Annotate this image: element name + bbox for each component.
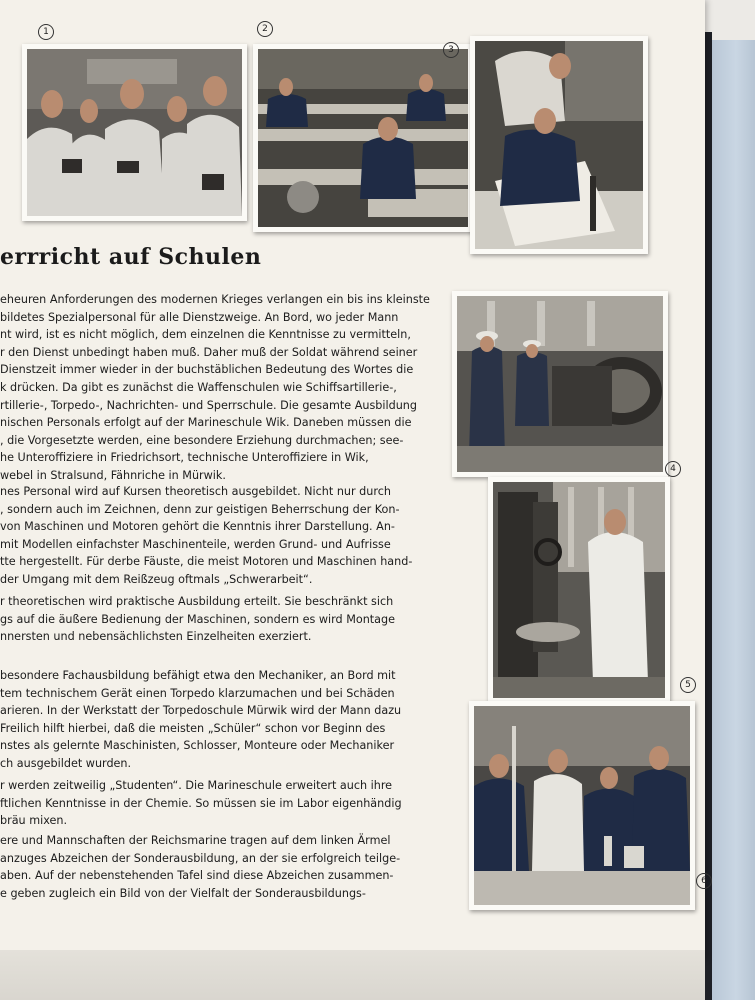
text-line: , sondern auch im Zeichnen, denn zur geistigen Beherrschung der Kon- (0, 502, 400, 516)
photo-2 (253, 44, 473, 232)
text-line: aben. Auf der nebenstehenden Tafel sind diese Abzeichen zusammen- (0, 869, 394, 883)
album-spine-edge (704, 32, 712, 1000)
text-line: , die Vorgesetzte werden, eine besondere Erziehung durchmachen; see- (0, 433, 404, 447)
text-line: gs auf die äußere Bedienung der Maschinen, sondern es wird Montage (0, 612, 396, 626)
text-line: nes Personal wird auf Kursen theoretisch ausgebildet. Nicht nur durch (0, 485, 391, 498)
text-line: r werden zeitweilig „Studenten“. Die Marineschule erweitert auch ihre (0, 779, 393, 792)
blue-cover-edge (712, 40, 755, 1000)
photo-number-4: 4 (665, 461, 681, 477)
text-line: k drücken. Da gibt es zunächst die Waffenschulen wie Schiffsartillerie-, (0, 380, 397, 394)
text-line: Freilich hilft hierbei, daß die meisten „Schüler“ schon vor Beginn des (0, 721, 386, 735)
paragraph-6 (0, 832, 438, 902)
photo-5 (488, 477, 670, 703)
chemistry-lab-image (474, 706, 690, 905)
photo-6 (469, 701, 695, 910)
text-line: rtillerie-, Torpedo-, Nachrichten- und Sperrschule. Die gesamte Ausbildung (0, 398, 417, 412)
text-line: nnersten und nebensächlichsten Einzelheiten exerziert. (0, 630, 312, 644)
page-heading: errricht auf Schulen (0, 244, 262, 270)
paragraph-1 (0, 291, 438, 485)
text-line: bildetes Spezialpersonal für alle Dienstzweige. An Bord, wo jeder Mann (0, 310, 399, 324)
text-line: bräu mixen. (0, 814, 68, 828)
photo-number-2: 2 (257, 21, 273, 37)
photo-number-5: 5 (680, 677, 696, 693)
text-line: arieren. In der Werkstatt der Torpedoschule Mürwik wird der Mann dazu (0, 704, 402, 718)
page-bottom-edge (0, 950, 705, 1000)
engine-room-image (457, 296, 663, 472)
text-line: der Umgang mit dem Reißzeug oftmals „Schwerarbeit“. (0, 572, 313, 586)
text-line: ch ausgebildet wurden. (0, 756, 132, 770)
text-line: he Unteroffiziere in Friedrichsort, technische Unteroffiziere in Wik, (0, 451, 369, 465)
paragraph-5 (0, 777, 438, 830)
text-line: tte hergestellt. Für derbe Fäuste, die meist Motoren und Maschinen hand- (0, 555, 413, 569)
text-line: nt wird, ist es nicht möglich, dem einzelnen die Kenntnisse zu vermitteln, (0, 328, 411, 342)
photo-1 (22, 44, 247, 221)
sailors-writing-image (27, 49, 242, 216)
photo-number-1: 1 (38, 24, 54, 40)
text-line: mit Modellen einfachster Maschinenteile, werden Grund- und Aufrisse (0, 537, 391, 551)
text-line: tem technischem Gerät einen Torpedo klarzumachen und bei Schäden (0, 686, 395, 700)
text-line: nischen Personals erfolgt auf der Marineschule Wik. Daneben müssen die (0, 416, 412, 430)
text-line: e geben zugleich ein Bild von der Vielfalt der Sonderausbildungs- (0, 886, 366, 900)
text-line: ere und Mannschaften der Reichsmarine tragen auf dem linken Ärmel (0, 834, 391, 847)
photo-number-3: 3 (443, 42, 459, 58)
paragraph-2 (0, 483, 438, 589)
text-line: eheuren Anforderungen des modernen Krieges verlangen ein bis ins kleinste (0, 293, 430, 306)
text-line: r den Dienst unbedingt haben muß. Daher muß der Soldat während seiner (0, 345, 418, 359)
text-line: webel in Stralsund, Fähnriche in Mürwik. (0, 468, 226, 482)
text-line: Dienstzeit immer wieder in der buchstäblichen Bedeutung des Wortes die (0, 363, 414, 377)
photo-4 (452, 291, 668, 477)
text-line: r theoretischen wird praktische Ausbildung erteilt. Sie beschränkt sich (0, 595, 394, 608)
photo-3 (470, 36, 648, 254)
text-line: nstes als gelernte Maschinisten, Schlosser, Monteure oder Mechaniker (0, 739, 395, 753)
photo-number-6: 6 (696, 873, 712, 889)
text-line: von Maschinen und Motoren gehört die Kenntnis ihrer Darstellung. An- (0, 520, 395, 534)
paragraph-3 (0, 593, 438, 646)
drawing-class-image (475, 41, 643, 249)
paragraph-4 (0, 667, 438, 773)
text-line: besondere Fachausbildung befähigt etwa den Mechaniker, an Bord mit (0, 669, 396, 682)
text-line: ftlichen Kenntnisse in der Chemie. So müssen sie im Labor eigenhändig (0, 796, 402, 810)
workshop-image (493, 482, 665, 698)
text-line: anzuges Abzeichen der Sonderausbildung, an der sie erfolgreich teilge- (0, 851, 401, 865)
classroom-image (258, 49, 468, 227)
